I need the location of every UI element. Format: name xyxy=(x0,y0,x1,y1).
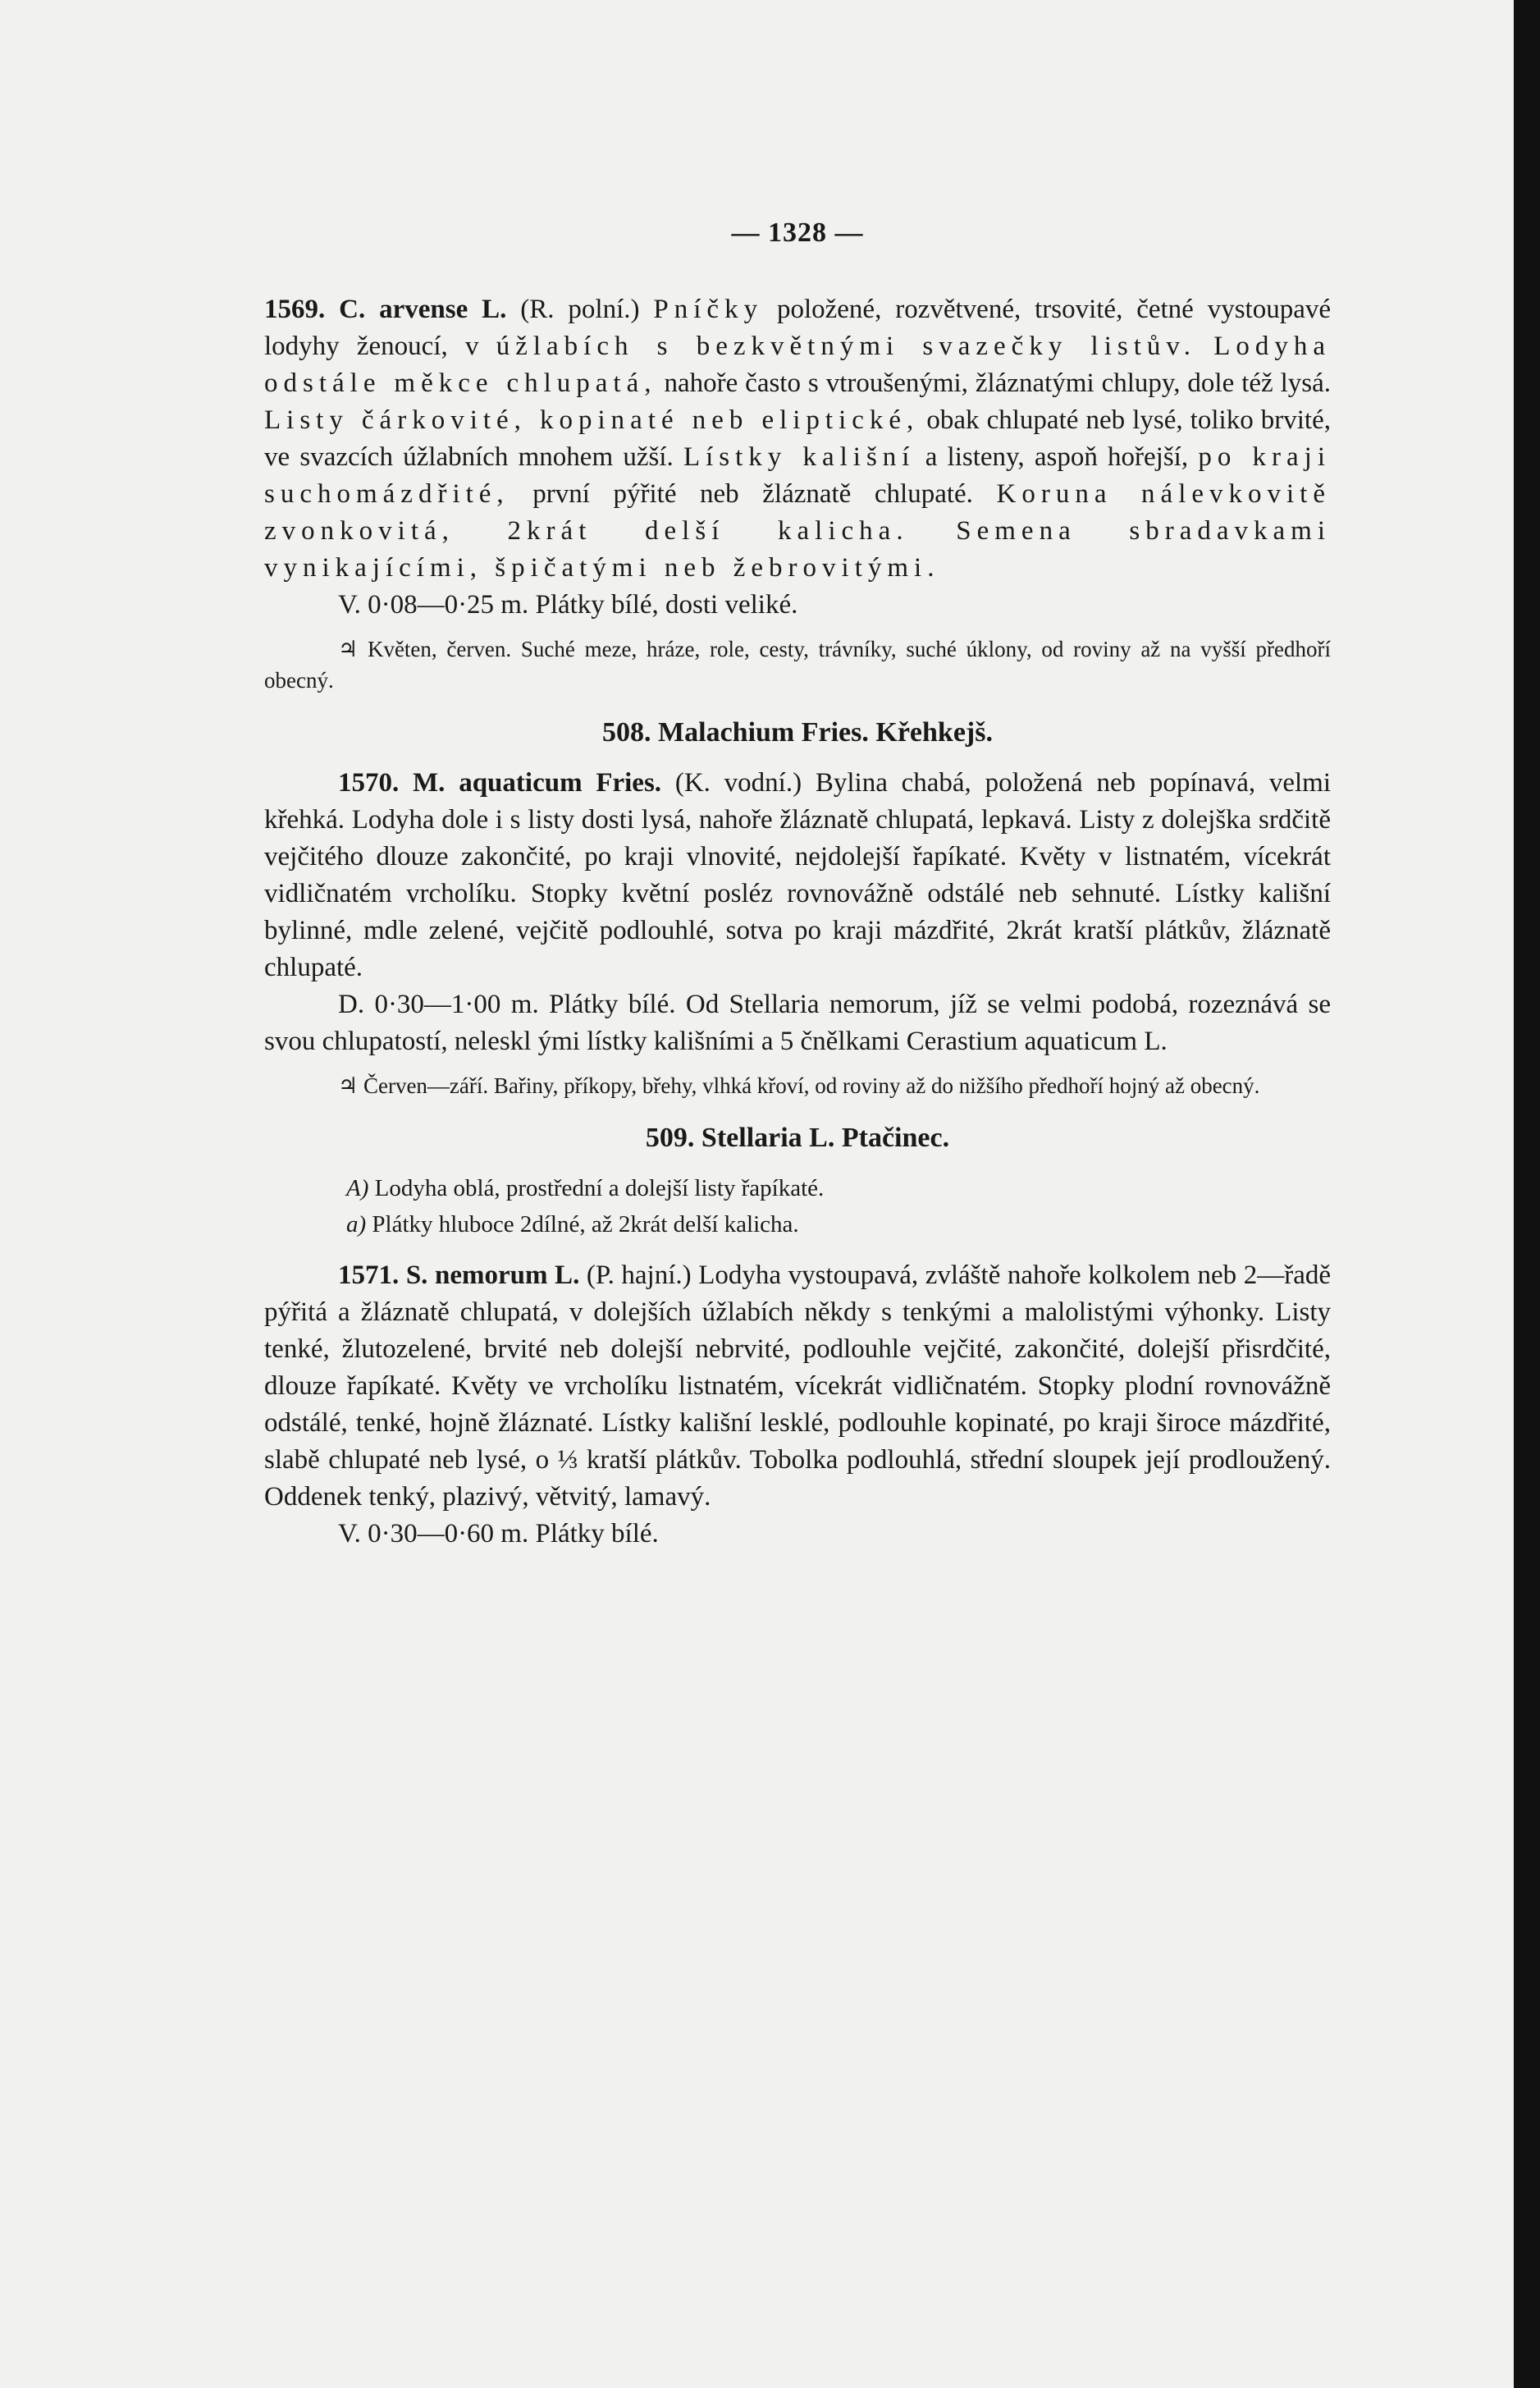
spaced-term: Koruna nálevkovitě zvonkovitá, 2krát delší kalicha. xyxy=(264,479,1332,546)
spaced-term: Lístky kališní xyxy=(683,442,916,472)
description-text: (K. vodní.) Bylina chabá, položená neb popínavá, velmi křehká. Lodyha dole i s listy dosti lysá, nahoře žláznatě chlupatá, lepkavá. Listy z dolejška srdčitě vejčitého dlouze zakončité, po kraji vlnovité, nejdolejší řapíkaté. Květy v listnatém, vícekrát vidličnatém vrcholíku. Stopky květní posléz rovnovážně odstálé neb sehnuté. Lístky kališní bylinné, mdle zelené, vejčitě podlouhlé, sotva po kraji mázdřité, 2krát kratší plátkův, žláznatě chlupaté. xyxy=(264,768,1332,982)
spaced-term: po kraji suchomázdřité, xyxy=(264,442,1331,509)
species-name: C. arvense L. xyxy=(339,295,507,324)
page-text xyxy=(264,217,1331,1553)
entry-number: 1570. xyxy=(338,768,400,798)
key-text: Plátky hluboce 2dílné, až 2krát delší kalicha. xyxy=(372,1211,799,1237)
entry-1570 xyxy=(264,765,1331,986)
habitat-note: ♃ Červen—září. Bařiny, příkopy, břehy, vlhká křoví, od roviny až do nižšího předhoří hojný až obecný. xyxy=(338,1073,1260,1098)
species-name: S. nemorum L. xyxy=(405,1260,580,1290)
description-text: (P. hajní.) Lodyha vystoupavá, zvláště nahoře kolkolem neb 2—řadě pýřitá a žláznatě chlupatá, v dolejších úžlabích někdy s tenkými a malolistými výhonky. Listy tenké, žlutozelené, brvité neb dolejší nebrvité, podlouhle vejčité, zakončité, dolejší přisrdčité, dlouze řapíkaté. Květy ve vrcholíku listnatém, vícekrát vidličnatém. Stopky plodní rovnovážně odstálé, tenké, hojně žláznaté. Lístky kališní lesklé, podlouhle kopinaté, po kraji široce mázdřité, slabě chlupaté neb lysé, o ⅓ kratší plátkův. Tobolka podlouhlá, střední sloupek její prodloužený. Oddenek tenký, plazivý, větvitý, lamavý. xyxy=(264,1260,1332,1512)
key-mark: a) xyxy=(346,1211,367,1237)
description-text: a listeny, aspoň hořejší, xyxy=(925,442,1189,472)
description-text: položené, rozvětvené, trsovité, četné vystoupavé lodyhy ženoucí, v xyxy=(264,295,1332,361)
genus-heading-508: 508. Malachium Fries. Křehkejš. xyxy=(602,717,993,748)
species-name: M. aquaticum Fries. xyxy=(413,768,662,798)
entry-number: 1571. xyxy=(338,1260,400,1290)
entry-1569 xyxy=(264,291,1331,587)
key-line-A xyxy=(264,1170,1331,1206)
measure-line: V. 0·08—0·25 m. Plátky bílé, dosti veliké. xyxy=(338,590,798,620)
genus-heading-509: 509. Stellaria L. Ptačinec. xyxy=(645,1123,950,1153)
key-line-a xyxy=(264,1206,1331,1242)
spaced-term: Pníčky xyxy=(653,295,764,324)
spaced-term: Lodyha odstále měkce chlupatá, xyxy=(264,332,1332,398)
description-text: první pýřité neb žláznatě chlupaté. xyxy=(532,479,973,509)
spaced-term: Listy čárkovité, kopinaté neb eliptické, xyxy=(264,405,920,435)
page-number: — 1328 — xyxy=(731,217,864,248)
description-text: nahoře často s vtroušenými, žláznatými chlupy, dole též lysá. xyxy=(664,368,1331,398)
key-text: Lodyha oblá, prostřední a dolejší listy řapíkaté. xyxy=(374,1175,825,1201)
description-text: obak chlupaté neb lysé, toliko brvité, ve svazcích úžlabních mnohem užší. xyxy=(264,405,1331,472)
common-name: (R. polní.) xyxy=(520,295,640,324)
entry-number: 1569. xyxy=(264,295,326,324)
spaced-term: úžlabích s bezkvětnými svazečky listův. xyxy=(496,332,1196,361)
key-mark: A) xyxy=(346,1175,369,1201)
measure-line: D. 0·30—1·00 m. Plátky bílé. Od Stellaria nemorum, jíž se velmi podobá, rozeznává se svou chlupatostí, neleskl ými lístky kališními a 5 čnělkami Cerastium aquaticum L. xyxy=(264,990,1331,1056)
habitat-note: ♃ Květen, červen. Suché meze, hráze, role, cesty, trávníky, suché úklony, od roviny až na vyšší předhoří obecný. xyxy=(264,637,1331,693)
entry-1571 xyxy=(264,1257,1331,1516)
scan-edge xyxy=(1514,0,1540,2388)
measure-line: V. 0·30—0·60 m. Plátky bílé. xyxy=(338,1519,659,1549)
spaced-term: Semena sbradavkami vynikajícími, špičatými neb žebrovitými. xyxy=(264,516,1332,583)
